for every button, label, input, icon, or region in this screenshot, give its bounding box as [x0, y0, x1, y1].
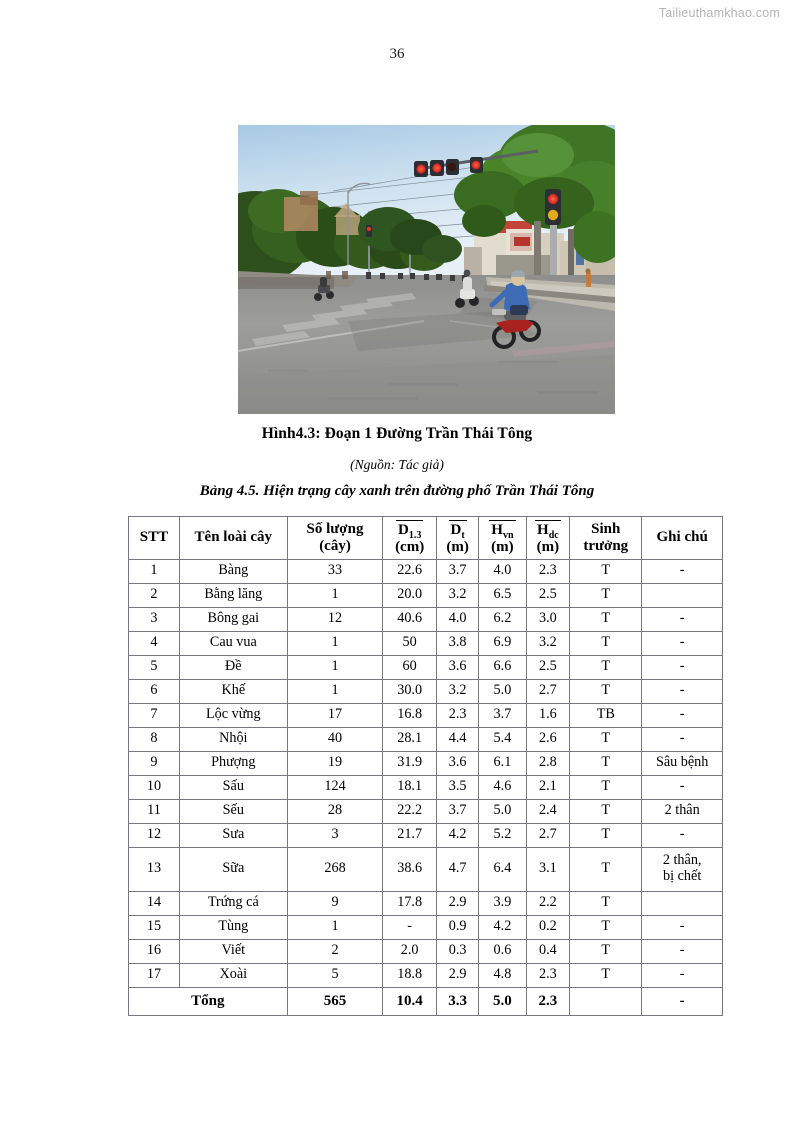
cell-d13: 20.0	[383, 583, 437, 607]
cell-quantity: 12	[287, 607, 383, 631]
cell-dt: 3.7	[436, 799, 478, 823]
cell-species: Cau vua	[179, 631, 287, 655]
cell-growth: T	[570, 583, 642, 607]
table-row	[129, 799, 723, 823]
table-row	[129, 915, 723, 939]
table-row	[129, 963, 723, 987]
cell-growth: T	[570, 963, 642, 987]
table-row	[129, 559, 723, 583]
total-dt: 3.3	[436, 987, 478, 1015]
cell-stt: 4	[129, 631, 180, 655]
cell-d13: 2.0	[383, 939, 437, 963]
cell-hdc: 0.2	[526, 915, 570, 939]
table-row	[129, 823, 723, 847]
cell-species: Viết	[179, 939, 287, 963]
cell-species: Lộc vừng	[179, 703, 287, 727]
cell-growth: T	[570, 799, 642, 823]
cell-hdc: 2.3	[526, 963, 570, 987]
cell-notes-line1: 2 thân,	[662, 852, 702, 869]
cell-growth: T	[570, 915, 642, 939]
cell-quantity: 1	[287, 631, 383, 655]
cell-hvn: 3.7	[479, 703, 526, 727]
cell-quantity: 9	[287, 891, 383, 915]
col-header-d13-unit: (cm)	[395, 538, 425, 555]
overline-bar-hvn	[489, 520, 515, 539]
cell-dt: 4.7	[436, 847, 478, 891]
cell-notes: -	[642, 631, 723, 655]
col-header-hvn-symbol-wrap	[481, 520, 523, 539]
cell-dt: 3.2	[436, 583, 478, 607]
cell-d13: 38.6	[383, 847, 437, 891]
cell-growth: T	[570, 631, 642, 655]
cell-stt: 8	[129, 727, 180, 751]
cell-quantity: 3	[287, 823, 383, 847]
cell-notes: -	[642, 655, 723, 679]
col-header-d13	[383, 517, 437, 560]
cell-hdc: 2.5	[526, 583, 570, 607]
cell-hvn: 3.9	[479, 891, 526, 915]
cell-growth: T	[570, 607, 642, 631]
col-header-notes: Ghi chú	[642, 517, 723, 560]
col-header-hdc-unit: (m)	[536, 538, 560, 555]
cell-hvn: 0.6	[479, 939, 526, 963]
col-header-dt-symbol: D	[450, 522, 462, 538]
cell-hdc: 3.1	[526, 847, 570, 891]
overline-bar-hdc	[535, 520, 561, 539]
col-header-hvn	[479, 517, 526, 560]
cell-hvn: 6.1	[479, 751, 526, 775]
cell-dt: 2.9	[436, 963, 478, 987]
cell-growth: T	[570, 891, 642, 915]
cell-hvn: 4.8	[479, 963, 526, 987]
cell-hdc: 3.2	[526, 631, 570, 655]
cell-notes: -	[642, 823, 723, 847]
col-header-d13-symbol-wrap	[385, 520, 434, 539]
cell-growth: T	[570, 775, 642, 799]
cell-d13: 28.1	[383, 727, 437, 751]
total-hdc: 2.3	[526, 987, 570, 1015]
cell-notes: -	[642, 559, 723, 583]
cell-quantity: 1	[287, 583, 383, 607]
col-header-growth	[570, 517, 642, 560]
cell-quantity: 19	[287, 751, 383, 775]
cell-dt: 2.3	[436, 703, 478, 727]
cell-quantity: 268	[287, 847, 383, 891]
cell-hdc: 2.8	[526, 751, 570, 775]
cell-dt: 3.8	[436, 631, 478, 655]
col-header-hdc-subscript: dc	[548, 530, 559, 541]
cell-hdc: 2.3	[526, 559, 570, 583]
table-row	[129, 751, 723, 775]
table-row	[129, 583, 723, 607]
cell-notes: -	[642, 679, 723, 703]
col-header-species: Tên loài cây	[179, 517, 287, 560]
col-header-d13-symbol: D	[397, 522, 409, 538]
col-header-hvn-subscript: vn	[502, 530, 514, 541]
figure-caption: Hình4.3: Đoạn 1 Đường Trần Thái Tông	[261, 425, 533, 442]
cell-species: Nhội	[179, 727, 287, 751]
col-header-d13-subscript: 1.3	[408, 530, 422, 541]
cell-stt: 6	[129, 679, 180, 703]
cell-d13: 16.8	[383, 703, 437, 727]
cell-notes: 2 thân	[642, 799, 723, 823]
cell-dt: 0.3	[436, 939, 478, 963]
cell-species: Trứng cá	[179, 891, 287, 915]
cell-stt: 9	[129, 751, 180, 775]
cell-species: Sữa	[179, 847, 287, 891]
cell-quantity: 40	[287, 727, 383, 751]
cell-hvn: 6.6	[479, 655, 526, 679]
figure-source-note: (Nguồn: Tác giả)	[350, 457, 444, 472]
cell-stt: 17	[129, 963, 180, 987]
col-header-quantity-line2: (cây)	[319, 537, 351, 554]
total-growth	[570, 987, 642, 1015]
tree-inventory-table	[128, 516, 723, 1016]
cell-d13: 18.8	[383, 963, 437, 987]
cell-growth: T	[570, 823, 642, 847]
cell-notes: -	[642, 915, 723, 939]
cell-stt: 7	[129, 703, 180, 727]
cell-hvn: 4.2	[479, 915, 526, 939]
col-header-dt-subscript: t	[461, 530, 465, 541]
cell-hvn: 6.2	[479, 607, 526, 631]
cell-d13: 22.2	[383, 799, 437, 823]
cell-species: Đề	[179, 655, 287, 679]
cell-hvn: 5.0	[479, 799, 526, 823]
col-header-quantity	[287, 517, 383, 560]
total-notes: -	[642, 987, 723, 1015]
table-row	[129, 679, 723, 703]
cell-stt: 10	[129, 775, 180, 799]
cell-notes: Sâu bệnh	[642, 751, 723, 775]
table-row	[129, 631, 723, 655]
cell-dt: 3.2	[436, 679, 478, 703]
table-row	[129, 891, 723, 915]
table-row	[129, 655, 723, 679]
cell-notes: -	[642, 963, 723, 987]
col-header-dt	[436, 517, 478, 560]
cell-species: Sưa	[179, 823, 287, 847]
total-hvn: 5.0	[479, 987, 526, 1015]
total-quantity: 565	[287, 987, 383, 1015]
cell-d13: 30.0	[383, 679, 437, 703]
cell-quantity: 28	[287, 799, 383, 823]
cell-hvn: 6.9	[479, 631, 526, 655]
cell-notes	[642, 847, 723, 891]
cell-quantity: 17	[287, 703, 383, 727]
cell-growth: T	[570, 847, 642, 891]
col-header-hvn-unit: (m)	[491, 538, 514, 555]
col-header-hdc	[526, 517, 570, 560]
cell-stt: 5	[129, 655, 180, 679]
cell-quantity: 33	[287, 559, 383, 583]
table-body	[129, 559, 723, 1015]
cell-dt: 4.4	[436, 727, 478, 751]
cell-growth: T	[570, 679, 642, 703]
cell-hdc: 1.6	[526, 703, 570, 727]
cell-d13: 31.9	[383, 751, 437, 775]
cell-quantity: 1	[287, 655, 383, 679]
cell-d13: 60	[383, 655, 437, 679]
col-header-hvn-symbol: H	[491, 522, 503, 538]
table-caption: Bảng 4.5. Hiện trạng cây xanh trên đường phố Trần Thái Tông	[199, 483, 595, 499]
photo-illustration	[238, 125, 615, 414]
cell-d13: 17.8	[383, 891, 437, 915]
table-row	[129, 607, 723, 631]
cell-dt: 2.9	[436, 891, 478, 915]
cell-notes: -	[642, 607, 723, 631]
table-row	[129, 727, 723, 751]
page-number: 36	[389, 46, 405, 62]
cell-dt: 3.6	[436, 655, 478, 679]
cell-growth: T	[570, 559, 642, 583]
col-header-growth-line1: Sinh	[591, 521, 621, 537]
cell-notes: -	[642, 939, 723, 963]
cell-hdc: 0.4	[526, 939, 570, 963]
cell-growth: T	[570, 727, 642, 751]
cell-dt: 4.2	[436, 823, 478, 847]
cell-hdc: 2.7	[526, 823, 570, 847]
cell-species: Tùng	[179, 915, 287, 939]
cell-species: Xoài	[179, 963, 287, 987]
table-row	[129, 703, 723, 727]
cell-growth: TB	[570, 703, 642, 727]
overline-bar-dt	[449, 520, 467, 539]
cell-quantity: 2	[287, 939, 383, 963]
col-header-quantity-line1: Số lượng	[306, 521, 364, 537]
cell-hvn: 5.2	[479, 823, 526, 847]
cell-notes-line2: bị chết	[663, 868, 702, 885]
table-head	[129, 517, 723, 560]
cell-hdc: 2.2	[526, 891, 570, 915]
cell-hdc: 2.7	[526, 679, 570, 703]
cell-d13: 18.1	[383, 775, 437, 799]
cell-growth: T	[570, 655, 642, 679]
cell-hvn: 6.5	[479, 583, 526, 607]
cell-stt: 14	[129, 891, 180, 915]
cell-growth: T	[570, 751, 642, 775]
cell-species: Khế	[179, 679, 287, 703]
total-d13: 10.4	[383, 987, 437, 1015]
cell-dt: 3.5	[436, 775, 478, 799]
table-header-row	[129, 517, 723, 560]
cell-species: Phượng	[179, 751, 287, 775]
table-row	[129, 847, 723, 891]
cell-species: Sấu	[179, 775, 287, 799]
cell-hdc: 2.6	[526, 727, 570, 751]
cell-hvn: 6.4	[479, 847, 526, 891]
cell-dt: 0.9	[436, 915, 478, 939]
cell-growth: T	[570, 939, 642, 963]
cell-species: Bông gai	[179, 607, 287, 631]
cell-dt: 4.0	[436, 607, 478, 631]
total-label: Tổng	[129, 987, 288, 1015]
site-watermark: Tailieuthamkhao.com	[658, 6, 780, 20]
cell-quantity: 1	[287, 679, 383, 703]
cell-stt: 13	[129, 847, 180, 891]
cell-d13: 21.7	[383, 823, 437, 847]
cell-stt: 1	[129, 559, 180, 583]
table-total-row	[129, 987, 723, 1015]
cell-hdc: 3.0	[526, 607, 570, 631]
col-header-dt-unit: (m)	[446, 538, 469, 555]
cell-dt: 3.7	[436, 559, 478, 583]
cell-quantity: 5	[287, 963, 383, 987]
cell-hdc: 2.4	[526, 799, 570, 823]
cell-hvn: 5.0	[479, 679, 526, 703]
cell-stt: 11	[129, 799, 180, 823]
table-row	[129, 775, 723, 799]
table-row	[129, 939, 723, 963]
cell-notes: -	[642, 703, 723, 727]
cell-quantity: 124	[287, 775, 383, 799]
cell-species: Bằng lăng	[179, 583, 287, 607]
cell-hvn: 4.0	[479, 559, 526, 583]
cell-hdc: 2.1	[526, 775, 570, 799]
col-header-growth-line2: trưởng	[583, 537, 629, 554]
overline-bar-d13	[396, 520, 423, 539]
cell-notes: -	[642, 775, 723, 799]
cell-species: Bàng	[179, 559, 287, 583]
street-photo-tran-thai-tong	[238, 125, 615, 414]
cell-stt: 15	[129, 915, 180, 939]
tree-inventory-table-wrap	[128, 516, 723, 1016]
cell-d13: -	[383, 915, 437, 939]
cell-d13: 50	[383, 631, 437, 655]
cell-notes: -	[642, 727, 723, 751]
cell-stt: 16	[129, 939, 180, 963]
cell-stt: 12	[129, 823, 180, 847]
cell-stt: 3	[129, 607, 180, 631]
col-header-dt-symbol-wrap	[439, 520, 476, 539]
cell-notes	[642, 583, 723, 607]
col-header-hdc-symbol: H	[537, 522, 549, 538]
col-header-stt: STT	[129, 517, 180, 560]
cell-species: Sếu	[179, 799, 287, 823]
pedestrian-right	[585, 268, 591, 287]
cell-hvn: 5.4	[479, 727, 526, 751]
cell-notes	[642, 891, 723, 915]
cell-hdc: 2.5	[526, 655, 570, 679]
cell-hvn: 4.6	[479, 775, 526, 799]
figure-image-block	[238, 125, 615, 414]
cell-quantity: 1	[287, 915, 383, 939]
cell-d13: 40.6	[383, 607, 437, 631]
cell-stt: 2	[129, 583, 180, 607]
col-header-hdc-symbol-wrap	[529, 520, 568, 539]
cell-dt: 3.6	[436, 751, 478, 775]
cell-d13: 22.6	[383, 559, 437, 583]
